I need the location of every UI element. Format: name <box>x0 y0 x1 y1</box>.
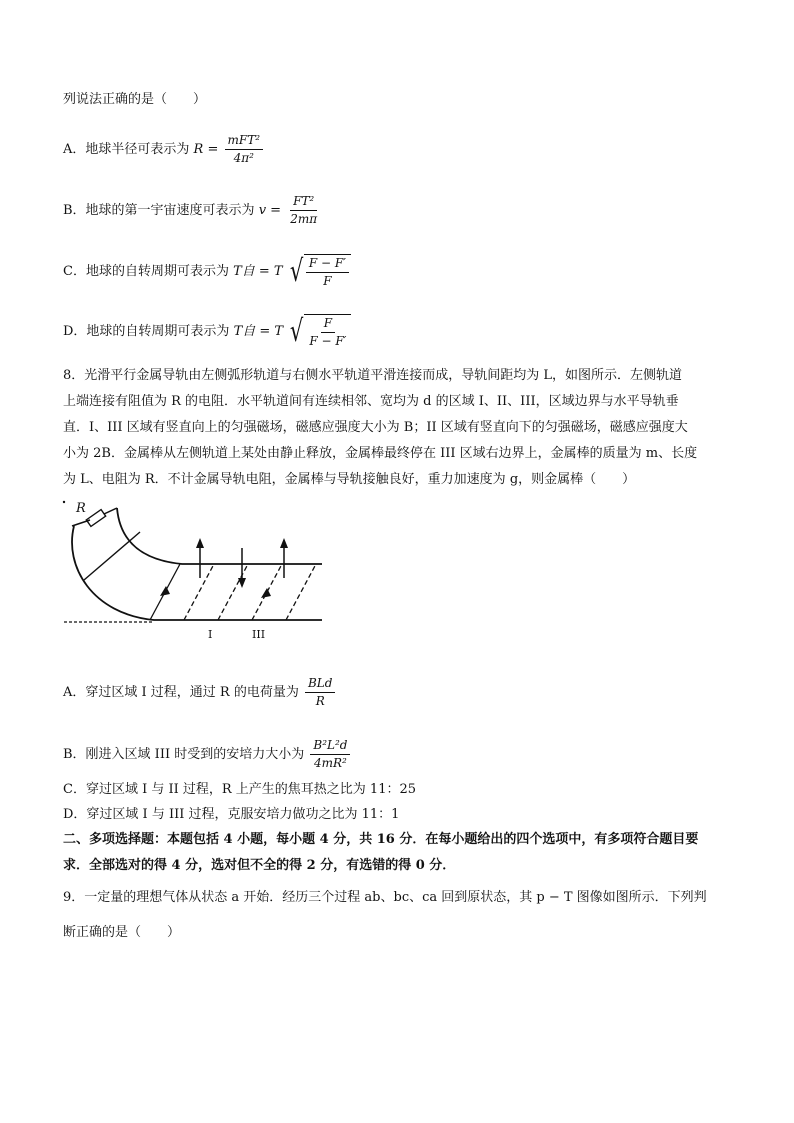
q7-option-d-text: D．地球的自转周期可表示为 <box>63 324 230 339</box>
q8-option-b <box>63 738 352 771</box>
fraction-numerator: FT² <box>290 194 317 211</box>
left-top-wire <box>72 520 90 526</box>
fraction-numerator: BLd <box>305 676 335 693</box>
fraction-denominator: 4mR² <box>313 756 347 770</box>
fraction-denominator: R <box>315 694 325 708</box>
square-root <box>287 314 351 349</box>
section-2-heading-line-2: 求．全部选对的得 4 分，选对但不全的得 2 分，有选错的得 0 分． <box>63 858 456 873</box>
direction-arrow-icon <box>160 586 170 596</box>
q8-option-b-fraction <box>310 738 350 771</box>
fraction-denominator: F <box>323 274 332 288</box>
q7-option-d <box>63 314 351 349</box>
q7-option-b-text: B．地球的第一宇宙速度可表示为 <box>63 203 255 218</box>
region-i-label: I <box>208 628 213 641</box>
fraction-denominator: 2mπ <box>290 212 318 226</box>
q8-stem-line-5: 为 L、电阻为 R．不计金属导轨电阻，金属棒与导轨接触良好，重力加速度为 g，则金属棒（ ） <box>63 472 636 487</box>
fraction-numerator: B²L²d <box>310 738 350 755</box>
right-top-wire <box>104 508 117 514</box>
dot-mark <box>63 501 65 503</box>
field-arrow-up-icon <box>280 538 288 578</box>
q7-option-d-lhs: T自 = T <box>233 324 284 339</box>
q7-stem-tail: 列说法正确的是（ ） <box>63 92 207 107</box>
q7-option-b-lhs: v = <box>258 203 282 218</box>
q8-stem-line-4: 小为 2B．金属棒从左侧轨道上某处由静止释放，金属棒最终停在 III 区域右边界上，金属棒的质量为 m、长度 <box>63 446 698 461</box>
resistor <box>86 510 105 527</box>
q7-option-d-fraction <box>306 316 349 349</box>
field-arrow-up-icon <box>196 538 204 578</box>
q7-option-b <box>63 194 322 227</box>
q8-stem-line-1: 8．光滑平行金属导轨由左侧弧形轨道与右侧水平轨道平滑连接而成，导轨间距均为 L，如图所示．左侧轨道 <box>63 368 683 383</box>
q8-option-a <box>63 676 337 709</box>
radical-sign: √ <box>290 313 304 349</box>
q7-option-b-fraction <box>287 194 320 227</box>
q9-stem-line-1: 9．一定量的理想气体从状态 a 开始．经历三个过程 ab、bc、ca 回到原状态，其 p − T 图像如图所示．下列判 <box>63 890 707 905</box>
q8-option-b-text: B．刚进入区域 III 时受到的安培力大小为 <box>63 747 305 762</box>
q7-option-c-lhs: T自 = T <box>233 264 283 279</box>
fraction-denominator: F − F′ <box>309 334 347 348</box>
radical-sign: √ <box>289 253 303 289</box>
q8-option-d: D．穿过区域 I 与 III 过程，克服安培力做功之比为 11：1 <box>63 807 400 822</box>
field-arrow-down-icon <box>238 548 246 588</box>
metal-rod <box>84 532 140 580</box>
direction-arrow-icon <box>261 588 271 598</box>
square-root <box>287 254 351 289</box>
q8-stem-line-2: 上端连接有阻值为 R 的电阻．水平轨道间有连续相邻、宽均为 d 的区域 I、II、III，区域边界与水平导轨垂 <box>63 394 679 409</box>
q8-stem-line-3: 直．I、III 区域有竖直向上的匀强磁场，磁感应强度大小为 B；II 区域有竖直向下的匀强磁场，磁感应强度大 <box>63 420 688 435</box>
rail-diagram-figure <box>62 496 332 646</box>
boundary-5 <box>286 564 316 620</box>
q8-option-c: C．穿过区域 I 与 II 过程，R 上产生的焦耳热之比为 11：25 <box>63 782 417 797</box>
q7-option-a-fraction <box>225 133 264 166</box>
boundary-2 <box>184 564 214 620</box>
resistor-label: R <box>76 501 86 516</box>
back-rail <box>117 508 322 564</box>
fraction-numerator: F <box>321 316 335 333</box>
q8-option-a-text: A．穿过区域 I 过程，通过 R 的电荷量为 <box>63 685 299 700</box>
fraction-numerator: F − F′ <box>306 256 349 273</box>
q7-option-a-lhs: R = <box>193 142 219 157</box>
q7-option-a <box>63 133 265 166</box>
q7-option-c-fraction <box>306 256 349 289</box>
q7-option-a-text: A．地球半径可表示为 <box>63 142 190 157</box>
fraction-denominator: 4π² <box>233 151 254 165</box>
fraction-numerator: mFT² <box>225 133 264 150</box>
region-iii-label: III <box>252 628 266 641</box>
boundary-3 <box>218 564 248 620</box>
q9-stem-line-2: 断正确的是（ ） <box>63 925 181 940</box>
q8-option-a-fraction <box>305 676 335 709</box>
section-2-heading-line-1: 二、多项选择题：本题包括 4 小题，每小题 4 分，共 16 分．在每小题给出的四个选项中，有多项符合题目要 <box>63 832 699 847</box>
q7-option-c <box>63 254 351 289</box>
q7-option-c-text: C．地球的自转周期可表示为 <box>63 264 229 279</box>
